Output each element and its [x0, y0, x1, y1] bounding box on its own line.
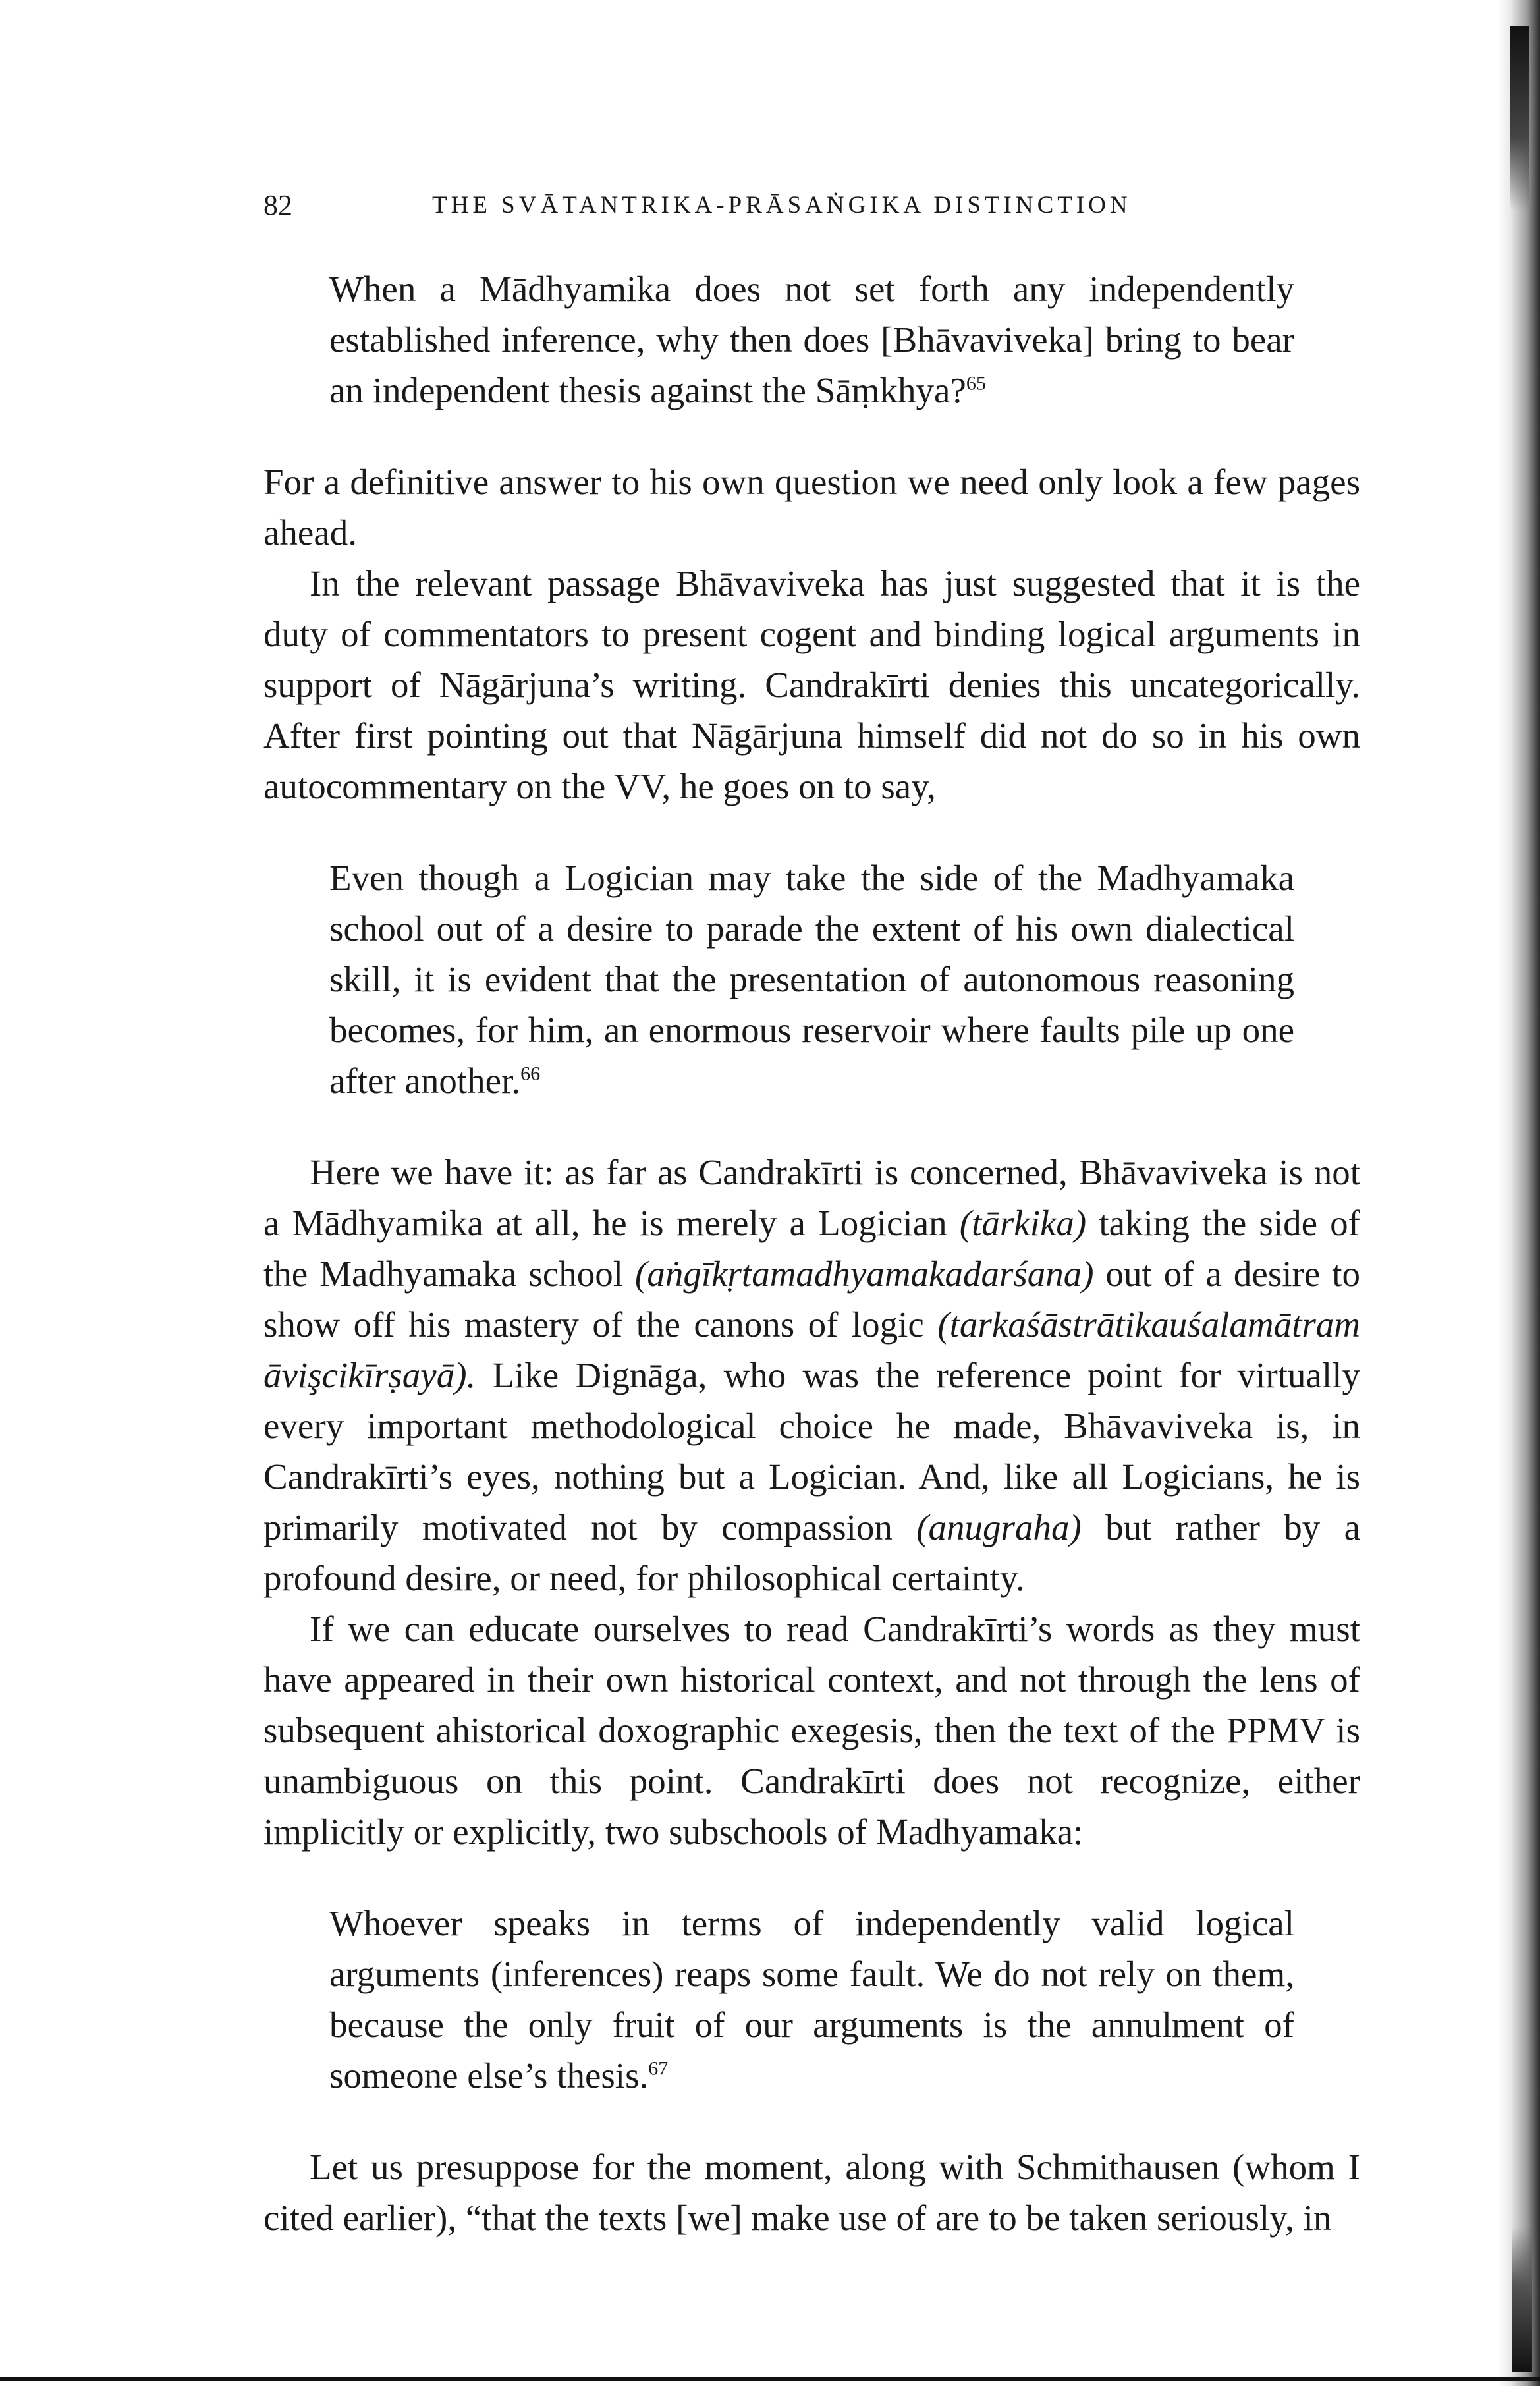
page-edge-shadow	[1498, 0, 1540, 2386]
block-quote-2	[329, 852, 1294, 1106]
block-quote-text: When a Mādhyamika does not set forth any independently established inference, why then does [Bhāvaviveka] bring to bear an independent thesis against the Sāṃkhya?$^{65}$	[329, 269, 1294, 410]
page-header	[263, 186, 1350, 232]
block-quote-text: Even though a Logician may take the side of the Madhyamaka school out of a desire to parade the extent of his own dialectical skill, it is evident that the presentation of autonomous reasoning becomes, for him, an enormous reservoir where faults pile up one after another.$^{66}$	[329, 858, 1294, 1101]
sanskrit-term: (anugraha)	[916, 1507, 1082, 1547]
footnote-ref[interactable]: 67	[648, 2057, 669, 2080]
sanskrit-term: (tārkika)	[959, 1203, 1087, 1243]
footnote-ref[interactable]: 66	[520, 1063, 541, 1085]
footnote-ref[interactable]: 65	[966, 372, 986, 395]
paragraph-1: For a definitive answer to his own question we need only look a few pages ahead.	[263, 462, 1360, 553]
block-quote-1	[329, 264, 1294, 416]
block-quote-text: Whoever speaks in terms of independently valid logical arguments (inferences) reaps some fault. We do not rely on them, because the only fruit of our arguments is the annulment of someone else’s thesis.$^{67}$	[329, 1903, 1294, 2095]
body-text	[263, 264, 1360, 2243]
sanskrit-term: (tarkaśāstrātikauśalamātram āvişcikīrṣayā).	[263, 1304, 1360, 1395]
paragraph-3: Here we have it: as far as Candrakīrti is concerned, Bhāvaviveka is not a Mādhyamika at all, he is merely a Logician (tārkika) taking the side of the Madhyamaka school (aṅgīkṛtamadhyamakadarśana) out of a desire to show off his mastery of the canons of logic (tarkaśāstrātikauśalamātram āvişcikīrṣayā). Like Dignāga, who was the reference point for virtually every important methodological choice he made, Bhāvaviveka is, in Candrakīrti’s eyes, nothing but a Logician. And, like all Logicians, he is primarily motivated not by compassion (anugraha) but rather by a profound desire, or need, for philosophical certainty.	[263, 1152, 1360, 1598]
sanskrit-term: (aṅgīkṛtamadhyamakadarśana)	[635, 1254, 1094, 1294]
running-head: THE SVĀTANTRIKA-PRĀSAṄGIKA DISTINCTION	[432, 192, 1132, 219]
bottom-rule	[0, 2377, 1540, 2381]
paragraph-2: In the relevant passage Bhāvaviveka has just suggested that it is the duty of commentators to present cogent and binding logical arguments in support of Nāgārjuna’s writing. Candrakīrti denies this uncategorically. After first pointing out that Nāgārjuna himself did not do so in his own autocommentary on the VV, he goes on to say,	[263, 563, 1360, 806]
block-quote-3	[329, 1898, 1294, 2101]
page-number: 82	[263, 189, 292, 221]
paragraph-5: Let us presuppose for the moment, along with Schmithausen (whom I cited earlier), “that the texts [we] make use of are to be taken seriously, in	[263, 2147, 1360, 2238]
paragraph-4: If we can educate ourselves to read Candrakīrti’s words as they must have appeared in their own historical context, and not through the lens of subsequent ahistorical doxographic exegesis, then the text of the PPMV is unambiguous on this point. Candrakīrti does not recognize, either implicitly or explicitly, two subschools of Madhyamaka:	[263, 1609, 1360, 1852]
